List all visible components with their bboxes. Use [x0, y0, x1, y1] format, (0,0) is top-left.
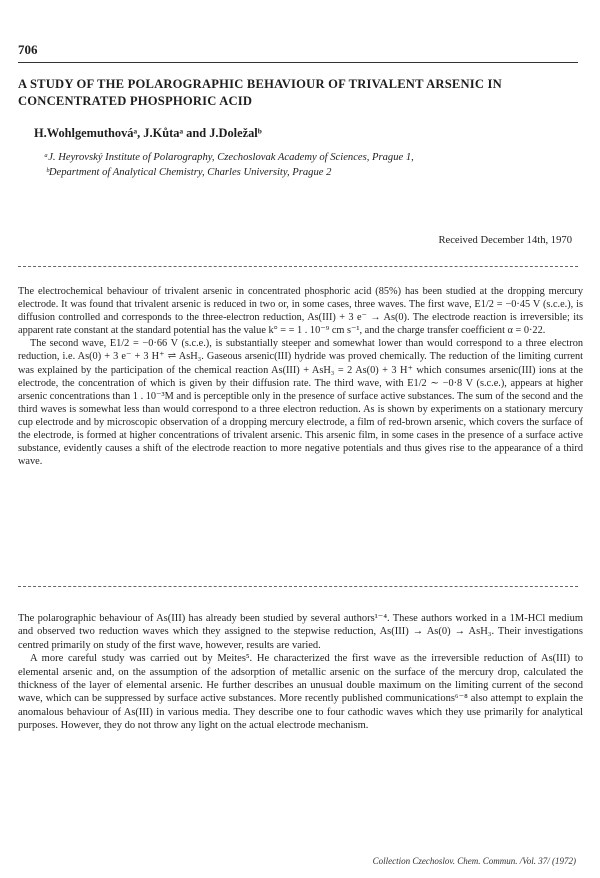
received-date: Received December 14th, 1970	[438, 235, 572, 246]
affiliations	[44, 150, 584, 180]
body-text	[18, 612, 583, 733]
abstract	[18, 285, 583, 468]
abstract-paragraph: The second wave, E1/2 = −0·66 V (s.c.e.), is substantially steeper and somewhat lower than would correspond to a three electron reduction, i.e. As(0) + 3 e⁻ + 3 H⁺ ⇌ AsH₃. Gaseous arsenic(III) hydride was proved chemically. The reduction of the limiting current was explained by the participation of the chemical reaction As(III) + AsH₃ = 2 As(0) + 3 H⁺ which consumes arsenic(III) ions at the electrode, the concentration of which is given by their diffusion rate. The third wave, with E1/2 ∼ −0·8 V (s.c.e.), appears at higher arsenic concentrations than 1 . 10⁻³M and is perceptible only in the presence of surface active substances. The sum of the second and the third waves is somewhat less than would correspond to a three electron reduction. As is shown by experiments on a stationary mercury cup electrode and by microscopic observation of a dropping mercury electrode, a film of red-brown arsenic, which covers the surface of the electrode, is formed at higher concentrations of trivalent arsenic. This arsenic film, in some cases in the presence of a surface active substance, evidently causes a shift of the electrode reaction to more negative potentials and thus gives rise to the appearance of a third wave.	[18, 338, 583, 468]
header-rule	[18, 62, 578, 63]
page-number: 706	[18, 42, 38, 57]
abstract-paragraph: The electrochemical behaviour of trivalent arsenic in concentrated phosphoric acid (85%) has been studied at the dropping mercury electrode. It was found that trivalent arsenic is reduced in two or, in some cases, three waves. The first wave, E1/2 = −0·45 V (s.c.e.), is diffusion controlled and corresponds to the three-electron reduction, As(III) + 3 e⁻ → As(0). The electrode reaction is irreversible; its apparent rate constant at the standard potential has the value k° = = 1 . 10⁻⁹ cm s⁻¹, and the charge transfer coefficient α = 0·22.	[18, 286, 583, 337]
abstract-top-rule	[18, 266, 578, 267]
article-title: A STUDY OF THE POLAROGRAPHIC BEHAVIOUR OF TRIVALENT ARSENIC IN CONCENTRATED PHOSPHORIC ACID	[18, 77, 502, 108]
abstract-bottom-rule	[18, 586, 578, 587]
author-list: H.Wohlgemuthováᵃ, J.Kůtaᵃ and J.Doležalᵇ	[34, 126, 262, 140]
affiliation-a: ᵃJ. Heyrovský Institute of Polarography, Czechoslovak Academy of Sciences, Prague 1,	[44, 152, 414, 163]
body-paragraph: The polarographic behaviour of As(III) has already been studied by several authors¹⁻⁴. These authors worked in a 1M-HCl medium and observed two reduction waves which they assigned to the stepwise reduction, As(III) → As(0) → AsH₃. Their investigations centred primarily on study of the first wave, however, results are varied.	[18, 613, 583, 651]
body-paragraph: A more careful study was carried out by Meites⁵. He characterized the first wave as the irreversible reduction of As(III) to elemental arsenic and, on the assumption of the adsorption of metallic arsenic on the surface of the mercury drop, calculated the thickness of the layer of elemental arsenic. He further describes an unusual double maximum on the limiting current of the second wave, which can be suppressed by surface active substances. More recently published communications⁶⁻⁸ also attempt to explain the anomalous behaviour of As(III) in various media. They describe one to four cathodic waves which they use primarily for analytical purposes. However, they do not throw any light on the actual electrode mechanism.	[18, 653, 583, 732]
journal-footer: Collection Czechoslov. Chem. Commun. /Vol. 37/ (1972)	[372, 856, 576, 866]
affiliation-b: ᵇDepartment of Analytical Chemistry, Charles University, Prague 2	[46, 167, 332, 178]
